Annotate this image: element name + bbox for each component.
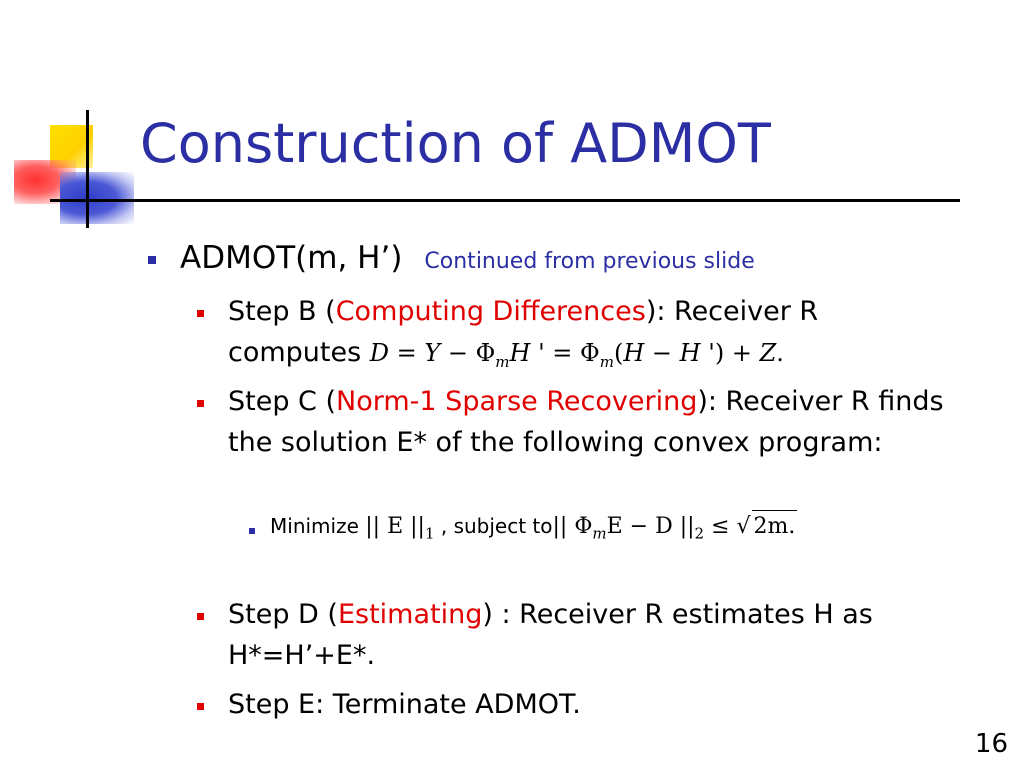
step-c-suffix: ): Receiver R finds the solution E* of the following convex program: (228, 386, 944, 458)
objective-formula: || E $||_1$ (365, 514, 435, 543)
constraint-formula: || $\Phi_mE - D$ $||_2$ ≤ √ 2m. (553, 514, 798, 539)
bullet-marker (197, 310, 204, 317)
minimize-label: Minimize (270, 514, 359, 538)
step-d-highlight: Estimating (337, 599, 483, 630)
bullet-marker (197, 703, 204, 710)
continuation-note: Continued from previous slide (424, 249, 755, 274)
page-number: 16 (974, 729, 1008, 759)
bullet-marker (197, 400, 204, 407)
slide-title: Construction of ADMOT (140, 112, 771, 175)
bullet-marker (249, 528, 255, 534)
difference-formula: $D = Y - \Phi_mH$ ' = $\Phi_m(H - H$ ') + Z. (369, 339, 784, 371)
step-c-highlight: Norm-1 Sparse Recovering (336, 386, 698, 417)
step-b-prefix: Step B ( (228, 296, 336, 327)
step-b-highlight: Computing Differences (335, 296, 646, 327)
bullet-marker (148, 256, 156, 264)
step-e: Step E: Terminate ADMOT. (228, 689, 581, 720)
step-c-prefix: Step C ( (228, 386, 337, 417)
optimization-line (270, 510, 797, 549)
title-underline (50, 199, 960, 202)
step-d-suffix: ) : Receiver R estimates H as H*=H’+E*. (228, 599, 873, 671)
bullet-marker (197, 613, 204, 620)
heading-bullet (180, 238, 755, 282)
step-d-prefix: Step D ( (228, 599, 338, 630)
heading-text: ADMOT(m, H’) (180, 240, 403, 276)
step-d (228, 594, 958, 676)
step-b (228, 291, 958, 383)
decorative-vertical-line (86, 110, 89, 228)
step-c (228, 381, 958, 463)
decorative-blue-square (60, 172, 134, 224)
subject-to-label: , subject to (440, 514, 553, 538)
step-b-suffix: ): Receiver R (645, 296, 819, 327)
step-b-computes: computes (228, 337, 370, 368)
